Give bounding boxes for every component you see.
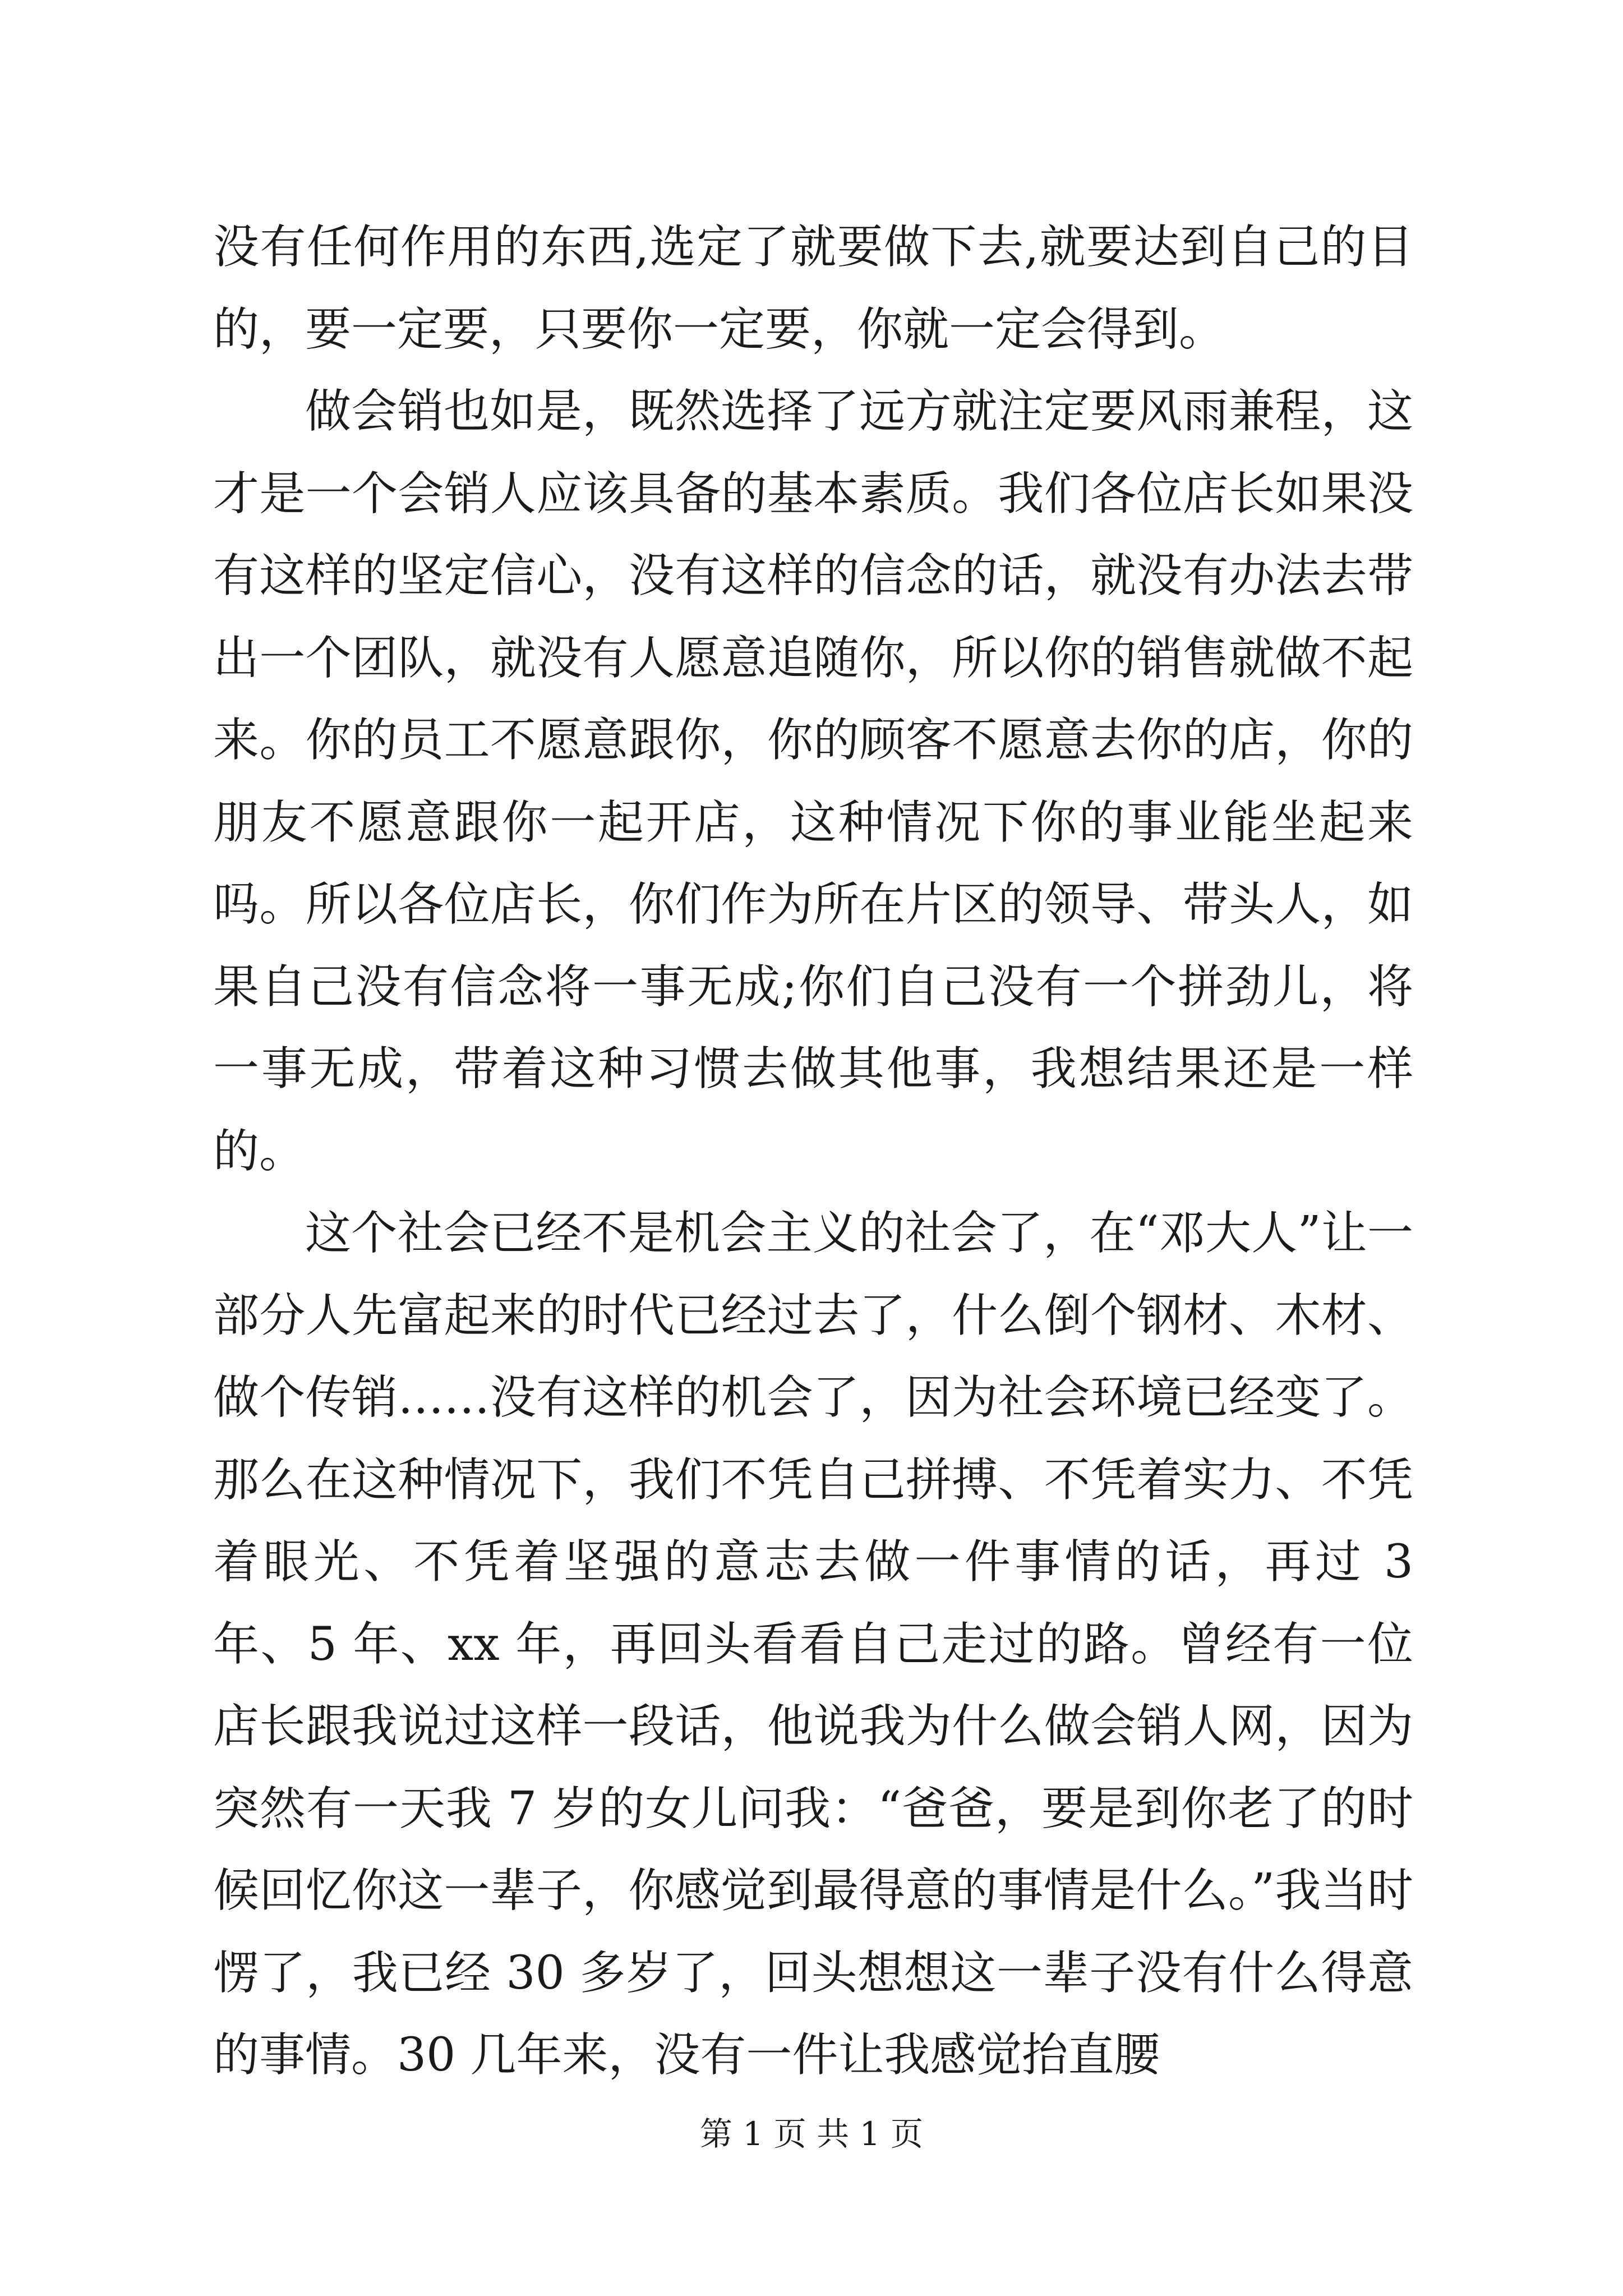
paragraph-1: 没有任何作用的东西,选定了就要做下去,就要达到自己的目的，要一定要，只要你一定要，你就一定会得到。 (213, 220, 1413, 356)
paragraph-2: 做会销也如是，既然选择了远方就注定要风雨兼程，这才是一个会销人应该具备的基本素质。我们各位店长如果没有这样的坚定信心，没有这样的信念的话，就没有办法去带出一个团队，就没有人愿意追随你，所以你的销售就做不起来。你的员工不愿意跟你，你的顾客不愿意去你的店，你的朋友不愿意跟你一起开店，这种情况下你的事业能坐起来吗。所以各位店长，你们作为所在片区的领导、带头人，如果自己没有信念将一事无成;你们自己没有一个拼劲儿，将一事无成，带着这种习惯去做其他事，我想结果还是一样的。 (213, 385, 1413, 1178)
paragraph-3: 这个社会已经不是机会主义的社会了，在“邓大人”让一部分人先富起来的时代已经过去了，什么倒个钢材、木材、做个传销……没有这样的机会了，因为社会环境已经变了。那么在这种情况下，我们不凭自己拼搏、不凭着实力、不凭着眼光、不凭着坚强的意志去做一件事情的话，再过 3 年、5 年、xx 年，再回头看看自己走过的路。曾经有一位店长跟我说过这样一段话，他说我为什么做会销人网，因为突然有一天我 7 岁的女儿问我：“爸爸，要是到你老了的时候回忆你这一辈子，你感觉到最得意的事情是什么。”我当时愣了，我已经 30 多岁了，回头想想这一辈子没有什么得意的事情。30 几年来，没有一件让我感觉抬直腰 (213, 1207, 1413, 2082)
page-number-footer: 第 1 页 共 1 页 (700, 2115, 923, 2153)
document-body (213, 206, 1413, 2097)
